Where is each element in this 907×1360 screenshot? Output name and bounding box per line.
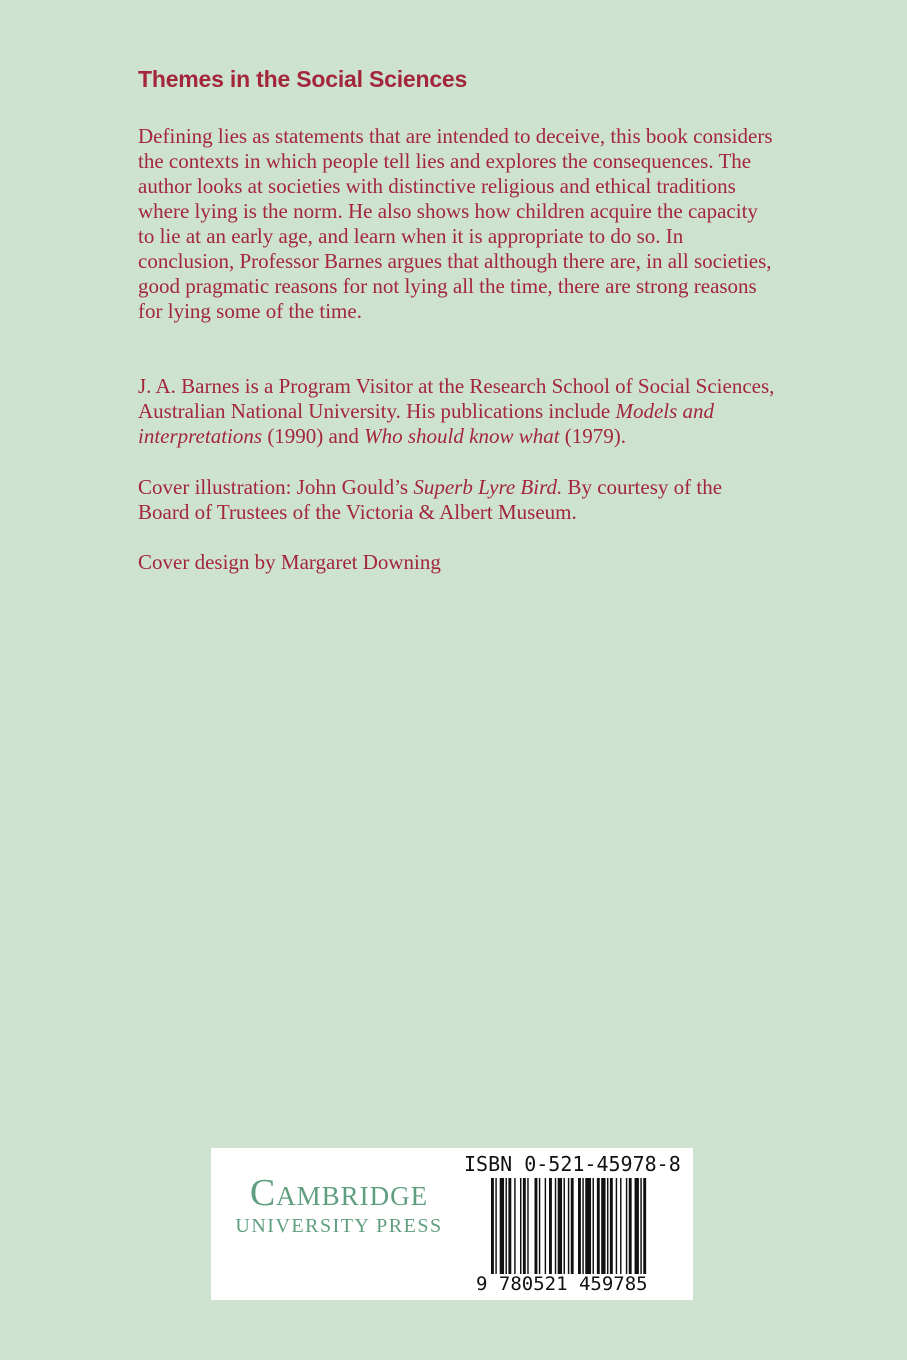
- barcode-bar: [578, 1178, 581, 1274]
- bio-intro: J. A. Barnes is a Program Visitor at the Research School of Social Sciences, Australian National University. His publications include: [138, 374, 775, 423]
- barcode-bar: [500, 1178, 504, 1274]
- barcode-bar: [626, 1178, 627, 1274]
- cover-design-credit: [138, 550, 778, 575]
- barcode-bar: [491, 1178, 494, 1274]
- artwork-title: Superb Lyre Bird.: [413, 475, 563, 499]
- barcode-bar: [643, 1178, 646, 1274]
- barcode-bar: [523, 1178, 526, 1274]
- publisher-logo: [219, 1174, 459, 1238]
- ean-number: 9 780521 459785: [476, 1273, 648, 1295]
- barcode-bar: [571, 1178, 574, 1274]
- barcode-bar: [558, 1178, 562, 1274]
- barcode-bar: [549, 1178, 552, 1274]
- isbn-number: ISBN 0-521-45978-8: [464, 1152, 681, 1176]
- barcode-bar: [610, 1178, 613, 1274]
- blurb-paragraph: Defining lies as statements that are intended to deceive, this book considers the contexts in which people tell lies and explores the consequences. The author looks at societies with distinctive religious and ethical traditions where lying is the norm. He also shows how children acquire the capacity to lie at an early age, and learn when it is appropriate to do so. In conclusion, Professor Barnes argues that although there are, in all societies, good pragmatic reasons for not lying all the time, there are strong reasons for lying some of the time.: [138, 124, 773, 323]
- barcode-bar: [506, 1178, 507, 1274]
- barcode-bar: [582, 1178, 583, 1274]
- cover-illustration-paragraph: [138, 475, 778, 525]
- barcode-bar: [629, 1178, 632, 1274]
- barcode-bar: [555, 1178, 556, 1274]
- bio-paragraph: [138, 374, 778, 449]
- publication-title-1: Models and interpretations: [138, 399, 715, 448]
- publisher-name: Cambridge: [249, 1172, 429, 1214]
- barcode-bar: [635, 1178, 639, 1274]
- publication-title-2: Who should know what: [364, 424, 560, 448]
- barcode-icon: [491, 1178, 651, 1274]
- book-blurb: [138, 124, 778, 324]
- barcode-bar: [520, 1178, 521, 1274]
- barcode-bar: [585, 1178, 591, 1274]
- barcode-bar: [535, 1178, 538, 1274]
- barcode-bar: [568, 1178, 569, 1274]
- cover-illustration-suffix: By courtesy of the Board of Trustees of the Victoria & Albert Museum.: [138, 475, 723, 524]
- barcode-bar: [539, 1178, 540, 1274]
- barcode-bar: [607, 1178, 608, 1274]
- series-title: Themes in the Social Sciences: [138, 66, 468, 92]
- barcode-bar: [514, 1178, 515, 1274]
- author-bio: [138, 374, 778, 449]
- barcode-bar: [545, 1178, 546, 1274]
- cover-illustration-credit: [138, 475, 778, 525]
- barcode-bar: [495, 1178, 496, 1274]
- barcode-bar: [593, 1178, 594, 1274]
- barcode-bar: [640, 1178, 641, 1274]
- barcode-bar: [527, 1178, 528, 1274]
- barcode-bar: [620, 1178, 621, 1274]
- barcode-bar: [508, 1178, 511, 1274]
- publication-year-2: (1979).: [559, 424, 627, 448]
- barcode-panel: [211, 1148, 693, 1300]
- barcode-bar: [616, 1178, 617, 1274]
- cover-illustration-prefix: Cover illustration: John Gould’s: [138, 475, 414, 499]
- publication-year-1: (1990) and: [262, 424, 365, 448]
- barcode-bar: [601, 1178, 605, 1274]
- cover-design-text: Cover design by Margaret Downing: [138, 550, 441, 574]
- publisher-subtitle: UNIVERSITY PRESS: [235, 1215, 443, 1237]
- barcode-bar: [597, 1178, 600, 1274]
- barcode-bar: [564, 1178, 565, 1274]
